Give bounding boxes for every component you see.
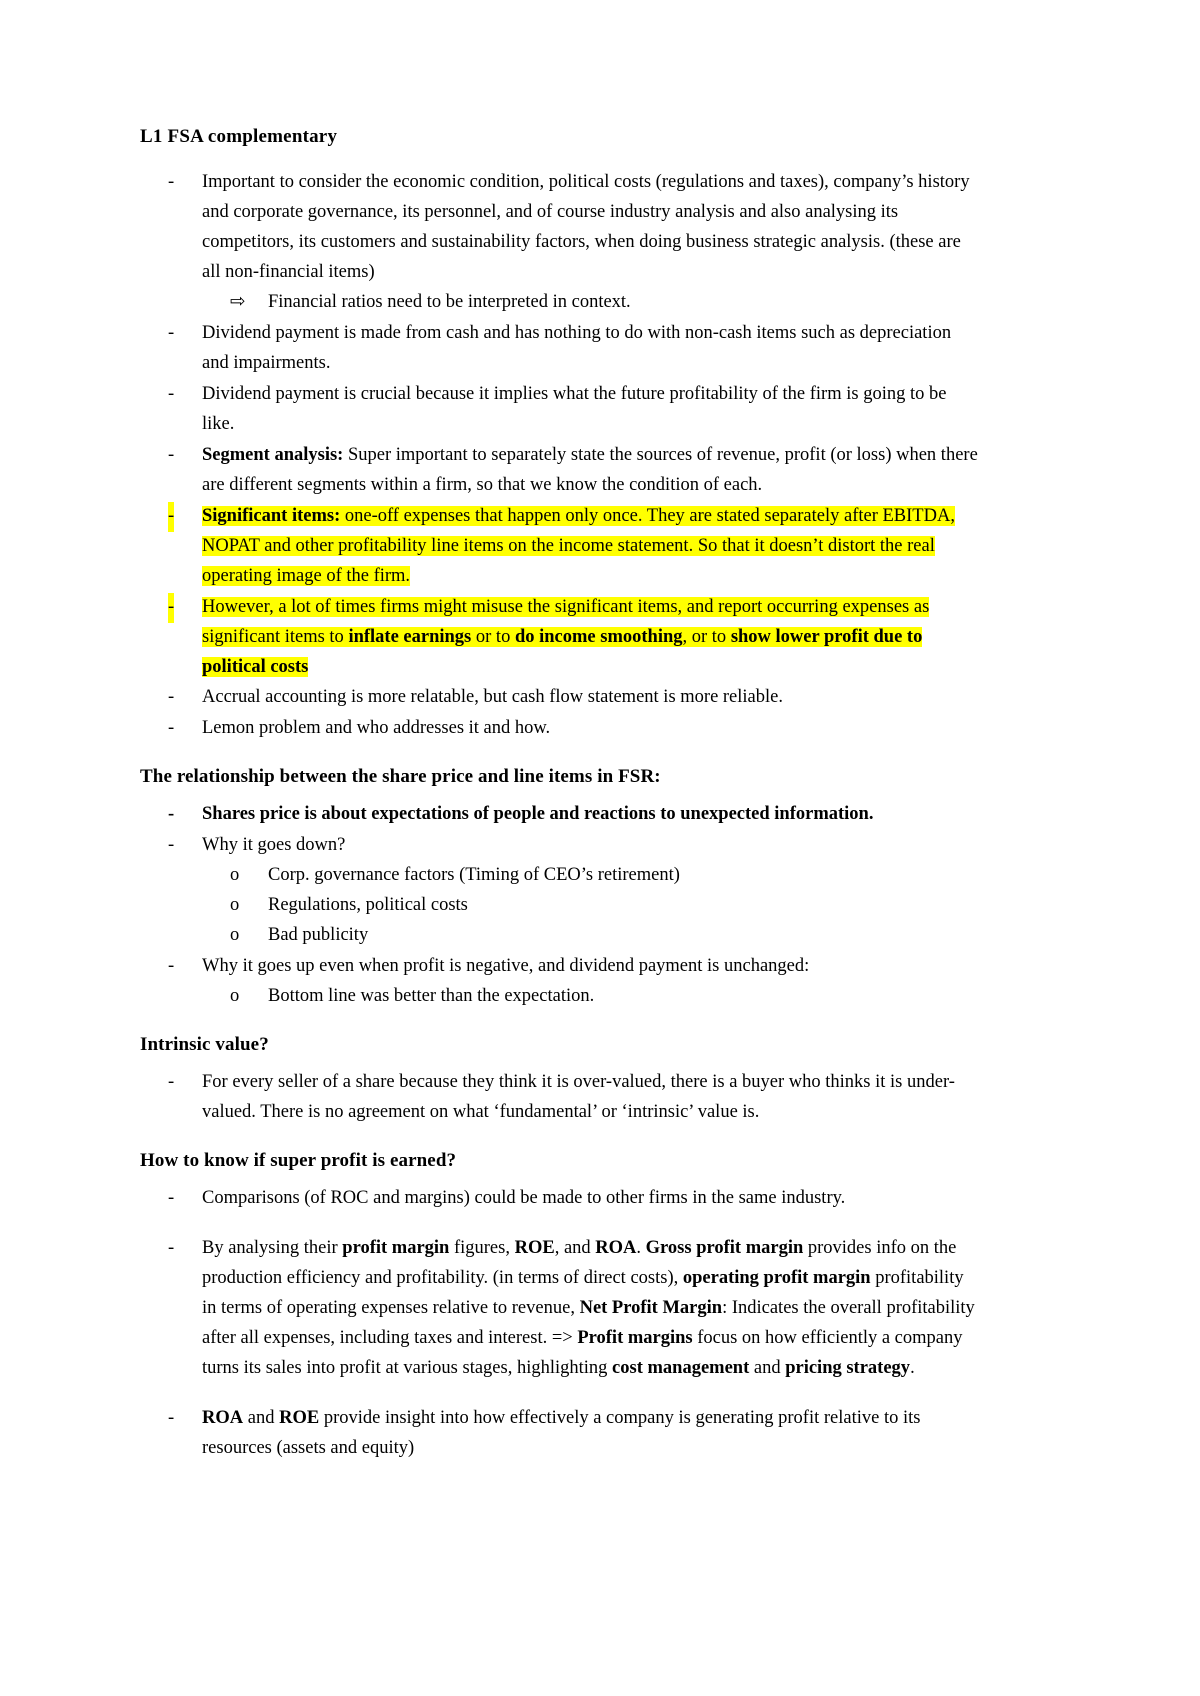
page-title: L1 FSA complementary: [140, 126, 338, 147]
list-item-rich-text: By analysing their profit margin figures, ROE, and ROA. Gross profit margin provides info on the production efficiency and profitability. (in terms of direct costs), operating profit margin profitability in terms of operating expenses relative to revenue, Net Profit Margin: Indicates the overall profitability after all expenses, including taxes and interest. => Profit margins focus on how efficiently a company turns its sales into profit at various stages, highlighting cost management and pricing strategy.: [202, 1238, 975, 1378]
list-item-lead: Segment analysis:: [202, 444, 344, 465]
list-item-text: Financial ratios need to be interpreted in context.: [268, 291, 631, 312]
list-item-text: Dividend payment is crucial because it implies what the future profitability of the firm is going to be like.: [202, 383, 947, 434]
bullet-dash: -: [168, 502, 174, 532]
list-item: [168, 714, 980, 744]
section-heading-intrinsic-value: Intrinsic value?: [140, 1034, 269, 1056]
bullet-dash: -: [168, 1188, 175, 1209]
list-item: [230, 288, 980, 318]
list-item: [168, 952, 980, 1012]
bullet-dash: -: [168, 804, 175, 825]
circle-marker: o: [230, 865, 240, 886]
list-item-highlighted: [168, 502, 980, 592]
list-item: [230, 861, 980, 891]
list-item: [168, 1234, 980, 1384]
bullet-dash: -: [168, 383, 175, 404]
list-item-lead: Significant items:: [202, 505, 341, 526]
list-item: [168, 1404, 980, 1464]
bullet-dash: -: [168, 1072, 175, 1093]
bullet-dash: -: [168, 172, 175, 192]
list-item-text: Shares price is about expectations of people and reactions to unexpected information.: [202, 804, 874, 825]
list-item-rich-text: ROA and ROE provide insight into how effectively a company is generating profit relative to its resources (assets and equity): [202, 1407, 921, 1458]
bullet-dash: -: [168, 1407, 175, 1428]
bullet-dash: -: [168, 835, 175, 856]
super-profit-bullet-list: [140, 1184, 980, 1464]
list-item: [168, 441, 980, 501]
list-item-text: one-off expenses that happen only once. They are stated separately after EBITDA, NOPAT and other profitability line items on the income statement. So that it doesn’t distort the real operating image of the firm.: [202, 505, 955, 586]
list-item-text: Corp. governance factors (Timing of CEO’s retirement): [268, 865, 680, 886]
sub-bullet-list: [202, 861, 980, 951]
list-item: [168, 380, 980, 440]
list-item: [168, 1184, 980, 1214]
list-item-text: Lemon problem and who addresses it and how.: [202, 718, 551, 739]
bullet-dash: -: [168, 1238, 175, 1259]
list-item-text: Bottom line was better than the expectation.: [268, 986, 595, 1007]
circle-marker: o: [230, 895, 240, 916]
list-item-text: For every seller of a share because they think it is over-valued, there is a buyer who thinks it is under-valued. There is no agreement on what ‘fundamental’ or ‘intrinsic’ value is.: [202, 1072, 955, 1123]
bullet-dash: -: [168, 718, 175, 739]
bullet-dash: -: [168, 687, 175, 708]
list-item: [168, 1068, 980, 1128]
arrow-icon: ⇨: [230, 291, 246, 312]
document-body: [140, 126, 980, 1465]
list-item-text: Dividend payment is made from cash and has nothing to do with non-cash items such as depreciation and impairments.: [202, 322, 952, 373]
list-item: [168, 831, 980, 951]
list-item-text: Bad publicity: [268, 925, 369, 946]
list-item-text: Why it goes up even when profit is negative, and dividend payment is unchanged:: [202, 956, 810, 977]
list-item: [230, 891, 980, 921]
bullet-dash: -: [168, 956, 175, 977]
bullet-dash: -: [168, 322, 175, 343]
list-item-text: Regulations, political costs: [268, 895, 468, 916]
list-item: [168, 168, 980, 318]
list-item: [168, 683, 980, 713]
section-heading-share-price: The relationship between the share price and line items in FSR:: [140, 766, 661, 788]
intrinsic-value-bullet-list: [140, 1068, 980, 1128]
list-item-text: Comparisons (of ROC and margins) could be made to other firms in the same industry.: [202, 1188, 846, 1209]
list-item: [230, 921, 980, 951]
list-item-text: Super important to separately state the sources of revenue, profit (or loss) when there are different segments within a firm, so that we know the condition of each.: [202, 444, 978, 495]
list-item: [230, 982, 980, 1012]
list-item-text: Important to consider the economic condition, political costs (regulations and taxes), company’s history and corporate governance, its personnel, and of course industry analysis and also analysing its competitors, its customers and sustainability factors, when doing business strategic analysis. (these are all non-financial items): [202, 172, 970, 282]
circle-marker: o: [230, 986, 240, 1007]
sub-bullet-list: [202, 982, 980, 1012]
list-item-text: Why it goes down?: [202, 835, 346, 856]
sub-bullet-list: [202, 288, 980, 318]
list-item-highlighted: - However, a lot of times firms might misuse the significant items, and report occurring expenses as significant items to inflate earnings or to do income smoothing, or to show lower profit due to political costs: [168, 593, 980, 683]
list-item: [168, 319, 980, 379]
circle-marker: o: [230, 925, 240, 946]
section-heading-super-profit: How to know if super profit is earned?: [140, 1150, 457, 1172]
intro-bullet-list: [140, 168, 980, 744]
bullet-dash: -: [168, 593, 174, 623]
bullet-dash: -: [168, 444, 175, 465]
list-item-text: Accrual accounting is more relatable, but cash flow statement is more reliable.: [202, 687, 783, 708]
list-item: [168, 800, 980, 830]
share-price-bullet-list: [140, 800, 980, 1012]
